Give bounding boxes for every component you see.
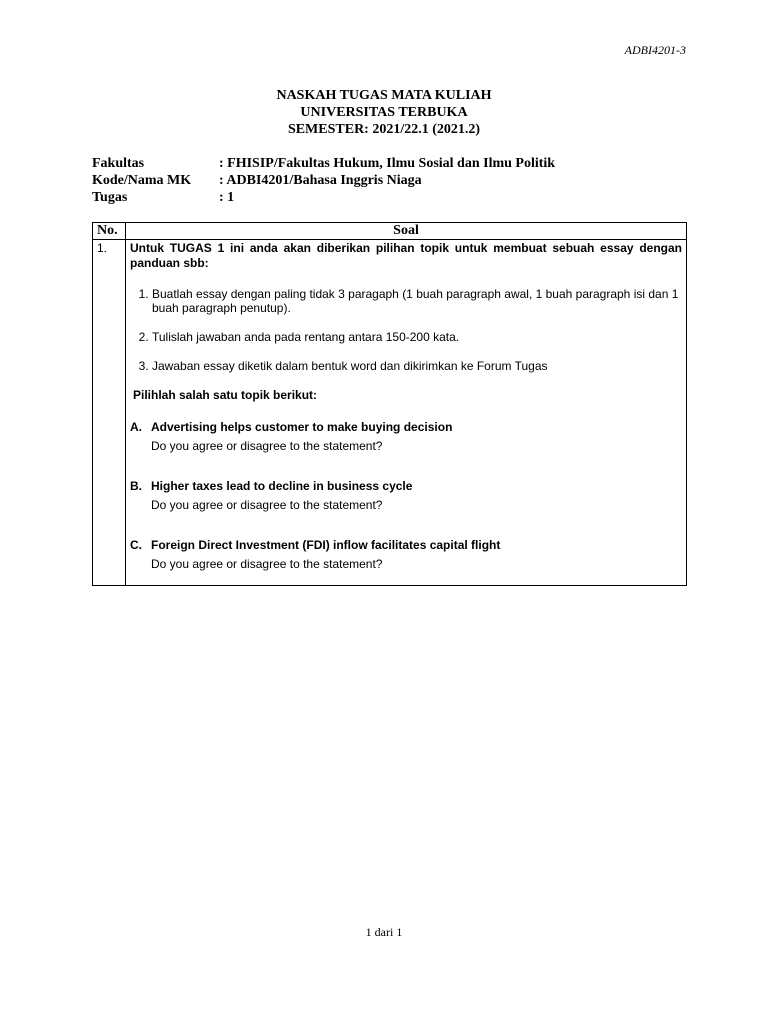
topic-question: Do you agree or disagree to the statement? [151,498,383,512]
choose-prompt: Pilihlah salah satu topik berikut: [133,388,318,402]
task-table [92,222,687,586]
meta-value: : ADBI4201/Bahasa Inggris Niaga [219,173,422,188]
heading-semester: SEMESTER: 2021/22.1 (2021.2) [287,122,481,137]
document-code: ADBI4201-3 [624,43,686,57]
topic-letter: A. [130,420,142,434]
page-number: 1 dari 1 [365,925,403,939]
topic-title [130,479,682,493]
topic-title [130,538,682,552]
topic-b [130,479,682,512]
question-cell [126,240,687,586]
task-intro: Untuk TUGAS 1 ini anda akan diberikan pilihan topik untuk membuat sebuah essay dengan panduan sbb: [130,241,682,270]
topic-text: Advertising helps customer to make buying decision [151,420,453,434]
topic-letter: C. [130,538,142,552]
course-meta [92,155,555,206]
topic-question: Do you agree or disagree to the statement? [151,439,383,453]
topic-text: Foreign Direct Investment (FDI) inflow facilitates capital flight [151,538,501,552]
meta-row-faculty [92,155,555,172]
topic-c [130,538,682,571]
meta-key: Kode/Nama MK [92,173,192,188]
header-soal: Soal [126,223,687,240]
meta-row-task [92,189,555,206]
topic-letter: B. [130,479,142,493]
table-header-row [93,223,687,240]
meta-value: : 1 [219,190,235,205]
instruction-item: 1. Buatlah essay dengan paling tidak 3 paragaph (1 buah paragraph awal, 1 buah paragraph isi dan 1 buah paragraph penutup). [152,287,682,315]
meta-key: Tugas [92,190,128,205]
heading-university: UNIVERSITAS TERBUKA [300,105,468,120]
heading-title: NASKAH TUGAS MATA KULIAH [276,88,492,103]
meta-key: Fakultas [92,156,145,171]
topic-title [130,420,682,434]
header-no: No. [93,223,126,240]
meta-value: : FHISIP/Fakultas Hukum, Ilmu Sosial dan Ilmu Politik [219,156,556,171]
meta-row-course [92,172,555,189]
topic-a [130,420,682,453]
topic-text: Higher taxes lead to decline in business cycle [151,479,413,493]
document-heading [0,87,768,138]
instruction-item: 2. Tulislah jawaban anda pada rentang antara 150-200 kata. [152,330,682,344]
instruction-list [130,287,682,373]
instruction-item: 3. Jawaban essay diketik dalam bentuk word dan dikirimkan ke Forum Tugas [152,359,682,373]
row-number: 1. [93,240,126,586]
table-row [93,240,687,586]
topic-question: Do you agree or disagree to the statement? [151,557,383,571]
